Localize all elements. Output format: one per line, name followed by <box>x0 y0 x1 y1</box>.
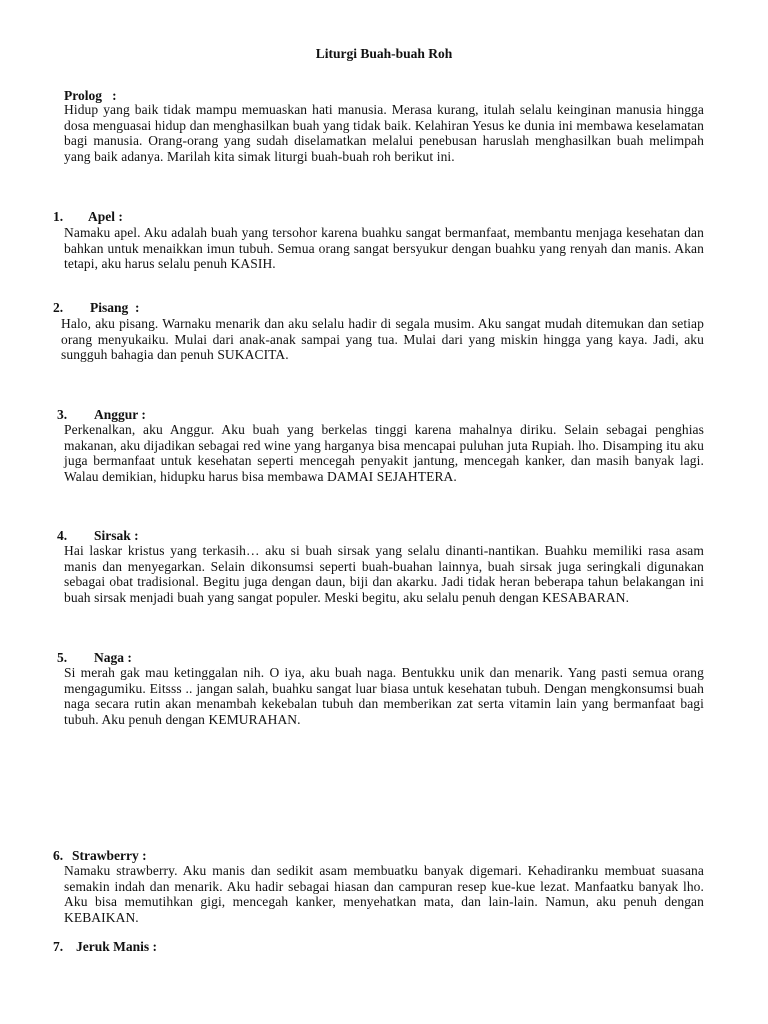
section-title: Pisang : <box>90 300 140 315</box>
section-6-text: Namaku strawberry. Aku manis dan sedikit asam membuatku banyak digemari. Kehadiranku membuat suasana semakin indah dan menarik. Aku hadir sebagai hiasan dan campuran resep kue-kue lezat. Manfaatku banyak lho. Aku bisa memutihkan gigi, mencegah kanker, menyehatkan mata, dan lain-lain. Namun, aku penuh dengan KEBAIKAN. <box>64 863 704 925</box>
section-4-heading <box>57 528 139 544</box>
section-title: Sirsak : <box>94 528 139 543</box>
section-title: Anggur : <box>94 407 146 422</box>
section-title: Naga : <box>94 650 132 665</box>
section-number: 3. <box>57 407 68 422</box>
section-3-text: Perkenalkan, aku Anggur. Aku buah yang berkelas tinggi karena mahalnya diriku. Selain sebagai penghias makanan, aku dijadikan sebagai red wine yang harganya bisa mencapai puluhan juta Rupiah. lho. Disamping itu aku juga bermanfaat untuk kesehatan seperti mencegah penyakit jantung, mencegah kanker, dan masih banyak lagi. Walau demikian, hidupku harus bisa membawa DAMAI SEJAHTERA. <box>64 422 704 484</box>
section-title: Jeruk Manis : <box>76 939 157 954</box>
section-3-heading <box>57 407 146 423</box>
section-4-text: Hai laskar kristus yang terkasih… aku si buah sirsak yang selalu dinanti-nantikan. Buahku memiliki rasa asam manis dan menyegarkan. Selain dikonsumsi seperti buah-buahan lainnya, buah sirsak juga seringkali digunakan sebagai obat tradisional. Begitu juga dengan daun, biji dan akarku. Jadi tidak heran beberapa tahun belakangan ini buah sirsak menjadi buah yang sangat populer. Meski begitu, aku selalu penuh dengan KESABARAN. <box>64 543 704 605</box>
section-5-text: Si merah gak mau ketinggalan nih. O iya, aku buah naga. Bentukku unik dan menarik. Yang pasti semua orang mengagumiku. Eitsss .. jangan salah, buahku sangat luar biasa untuk kesehatan tubuh. Dengan mengkonsumsi buah naga secara rutin akan menambah kekebalan tubuh dan memberikan zat serta vitamin lain yang bermanfaat bagi tubuh. Aku penuh dengan KEMURAHAN. <box>64 665 704 727</box>
section-title: Apel : <box>88 209 123 224</box>
section-number: 2. <box>53 300 64 315</box>
section-title: Strawberry : <box>72 848 147 863</box>
section-number: 4. <box>57 528 68 543</box>
section-2-heading <box>53 300 140 316</box>
section-5-heading <box>57 650 132 666</box>
document-title: Liturgi Buah-buah Roh <box>315 46 453 61</box>
section-number: 7. <box>53 939 64 954</box>
prolog-heading: Prolog : <box>64 88 117 103</box>
section-2-text: Halo, aku pisang. Warnaku menarik dan aku selalu hadir di segala musim. Aku sangat mudah ditemukan dan setiap orang menyukaiku. Mulai dari anak-anak sampai yang tua. Mulai dari yang miskin hingga yang kaya. Jadi, aku sungguh bahagia dan penuh SUKACITA. <box>61 316 704 362</box>
section-7-heading <box>53 939 157 955</box>
section-number: 1. <box>53 209 64 224</box>
section-1-text: Namaku apel. Aku adalah buah yang tersohor karena buahku sangat bermanfaat, membantu menjaga kesehatan dan bahkan untuk menaikkan imun tubuh. Semua orang sangat bersyukur dengan buahku yang renyah dan manis. Akan tetapi, aku harus selalu penuh KASIH. <box>64 225 704 271</box>
section-number: 5. <box>57 650 68 665</box>
section-number: 6. <box>53 848 64 863</box>
section-1-heading <box>53 209 123 225</box>
prolog-text: Hidup yang baik tidak mampu memuaskan hati manusia. Merasa kurang, itulah selalu keinginan manusia hingga dosa menguasai hidup dan menghasilkan buah yang tidak baik. Kelahiran Yesus ke dunia ini membawa keselamatan bagi manusia. Orang-orang yang sudah diselamatkan melalui penebusan haruslah menghasilkan buah melimpah yang baik adanya. Marilah kita simak liturgi buah-buah roh berikut ini. <box>64 102 704 164</box>
section-6-heading <box>53 848 147 864</box>
